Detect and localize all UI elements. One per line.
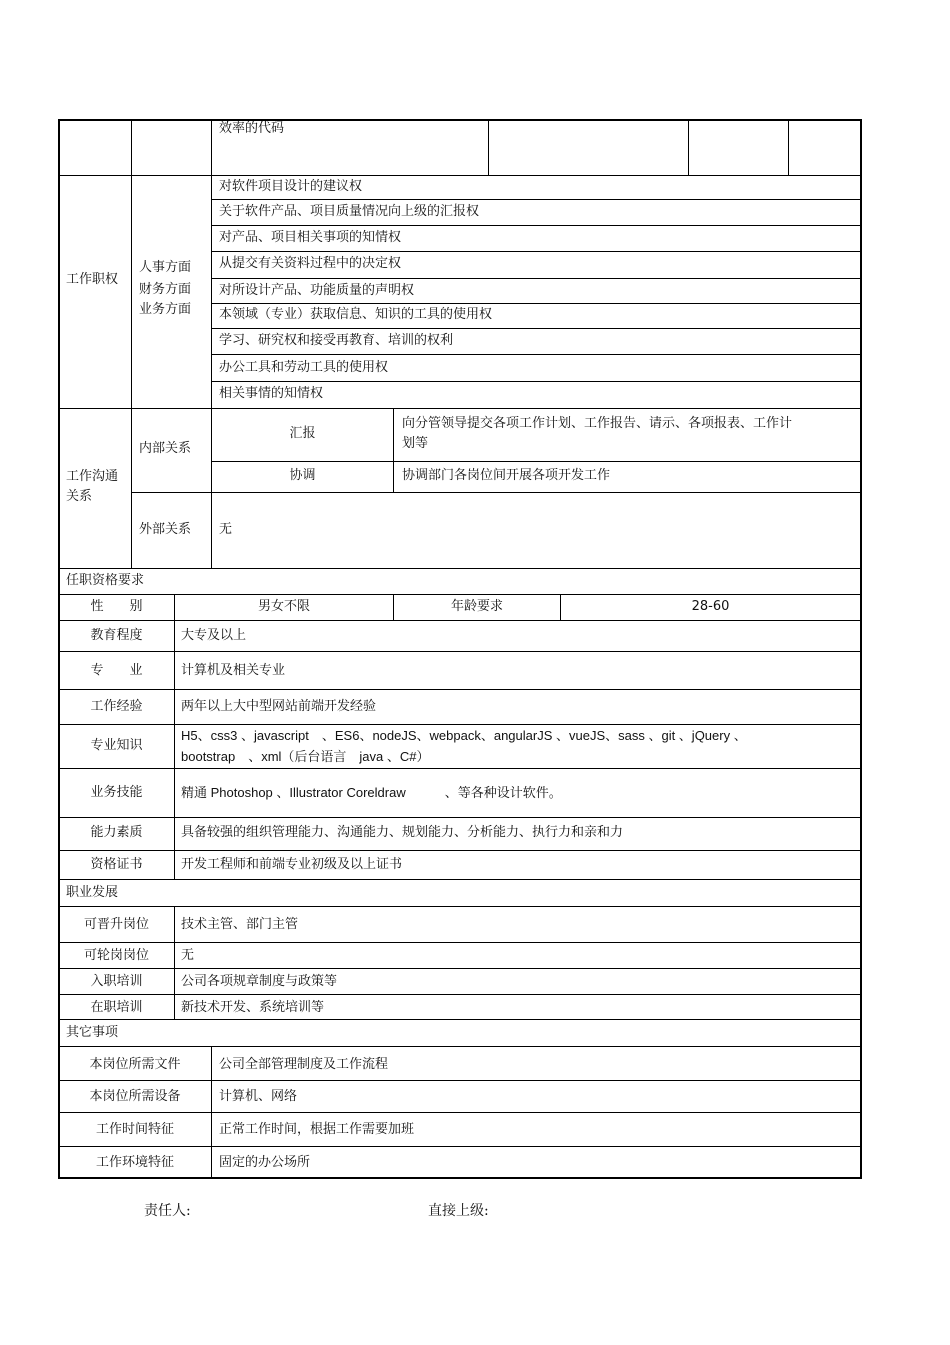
files-label: 本岗位所需文件 (89, 1057, 181, 1072)
communication-label: 工作沟通关系 (66, 469, 119, 504)
certificate-value: 开发工程师和前端专业初级及以上证书 (181, 857, 403, 872)
files-value: 公司全部管理制度及工作流程 (219, 1057, 389, 1072)
inservice-value: 新技术开发、系统培训等 (181, 1000, 325, 1015)
authority-item: 对产品、项目相关事项的知情权 (219, 230, 402, 245)
external-relations: 外部关系 (139, 522, 192, 537)
responsible-label: 责任人: (144, 1203, 191, 1219)
worktime-label: 工作时间特征 (95, 1122, 174, 1137)
report-label: 汇报 (289, 426, 316, 441)
promotion-value: 技术主管、部门主管 (181, 917, 299, 932)
coord-text: 协调部门各岗位间开展各项开发工作 (402, 468, 611, 483)
qualifications-header: 任职资格要求 (66, 573, 145, 588)
promotion-label: 可晋升岗位 (83, 917, 149, 932)
authority-item: 对软件项目设计的建议权 (219, 179, 363, 194)
ability-label: 能力素质 (90, 825, 143, 840)
knowledge-label: 专业知识 (90, 738, 143, 753)
subcat-finance: 财务方面 (139, 282, 192, 297)
rotation-label: 可轮岗岗位 (83, 948, 149, 963)
knowledge-value-line2: bootstrap 、xml（后台语言 java 、C#） (181, 749, 430, 764)
coord-label: 协调 (289, 468, 316, 483)
knowledge-value: H5、css3 、javascript 、ES6、nodeJS、webpack、angularJS 、vueJS、sass 、git 、jQuery 、 (181, 728, 747, 743)
skills-value: 精通 Photoshop 、Illustrator Coreldraw 、等各种设计软件。 (181, 785, 562, 800)
authority-item: 本领域（专业）获取信息、知识的工具的使用权 (219, 307, 493, 322)
onboarding-label: 入职培训 (90, 974, 143, 989)
environment-label: 工作环境特征 (95, 1155, 174, 1170)
inservice-label: 在职培训 (90, 1000, 143, 1015)
major-value: 计算机及相关专业 (181, 663, 286, 678)
worktime-value: 正常工作时间，根据工作需要加班 (219, 1122, 415, 1137)
education-label: 教育程度 (90, 628, 143, 643)
subcat-personnel: 人事方面 (139, 260, 192, 275)
report-text: 向分管领导提交各项工作计划、工作报告、请示、各项报表、工作计划等 (402, 416, 793, 451)
career-header: 职业发展 (66, 885, 119, 900)
environment-value: 固定的办公场所 (219, 1155, 311, 1170)
supervisor-label: 直接上级: (428, 1203, 489, 1219)
row-top-text: 效率的代码 (219, 121, 285, 136)
equipment-label: 本岗位所需设备 (89, 1089, 181, 1104)
subcat-business: 业务方面 (139, 302, 192, 317)
experience-label: 工作经验 (90, 699, 143, 714)
authority-item: 办公工具和劳动工具的使用权 (219, 360, 389, 375)
authority-item: 从提交有关资料过程中的决定权 (219, 256, 402, 271)
authority-item: 关于软件产品、项目质量情况向上级的汇报权 (219, 204, 480, 219)
rotation-value: 无 (181, 948, 195, 963)
internal-relations: 内部关系 (139, 441, 192, 456)
external-text: 无 (219, 522, 233, 537)
authority-item: 对所设计产品、功能质量的声明权 (219, 283, 415, 298)
authority-item: 相关事情的知情权 (219, 386, 324, 401)
age-label: 年龄要求 (450, 599, 503, 614)
authority-item: 学习、研究权和接受再教育、培训的权利 (219, 333, 454, 348)
certificate-label: 资格证书 (90, 857, 143, 872)
onboarding-value: 公司各项规章制度与政策等 (181, 974, 338, 989)
skills-label: 业务技能 (90, 785, 143, 800)
education-value: 大专及以上 (181, 628, 247, 643)
gender-label: 性 别 (90, 599, 143, 614)
equipment-value: 计算机、网络 (219, 1089, 298, 1104)
gender-value: 男女不限 (257, 599, 310, 614)
ability-value: 具备较强的组织管理能力、沟通能力、规划能力、分析能力、执行力和亲和力 (181, 825, 624, 840)
major-label: 专 业 (90, 663, 143, 678)
other-header: 其它事项 (66, 1025, 119, 1040)
experience-value: 两年以上大中型网站前端开发经验 (181, 699, 377, 714)
work-authority-label: 工作职权 (66, 272, 119, 287)
age-value: 28-60 (691, 599, 730, 614)
